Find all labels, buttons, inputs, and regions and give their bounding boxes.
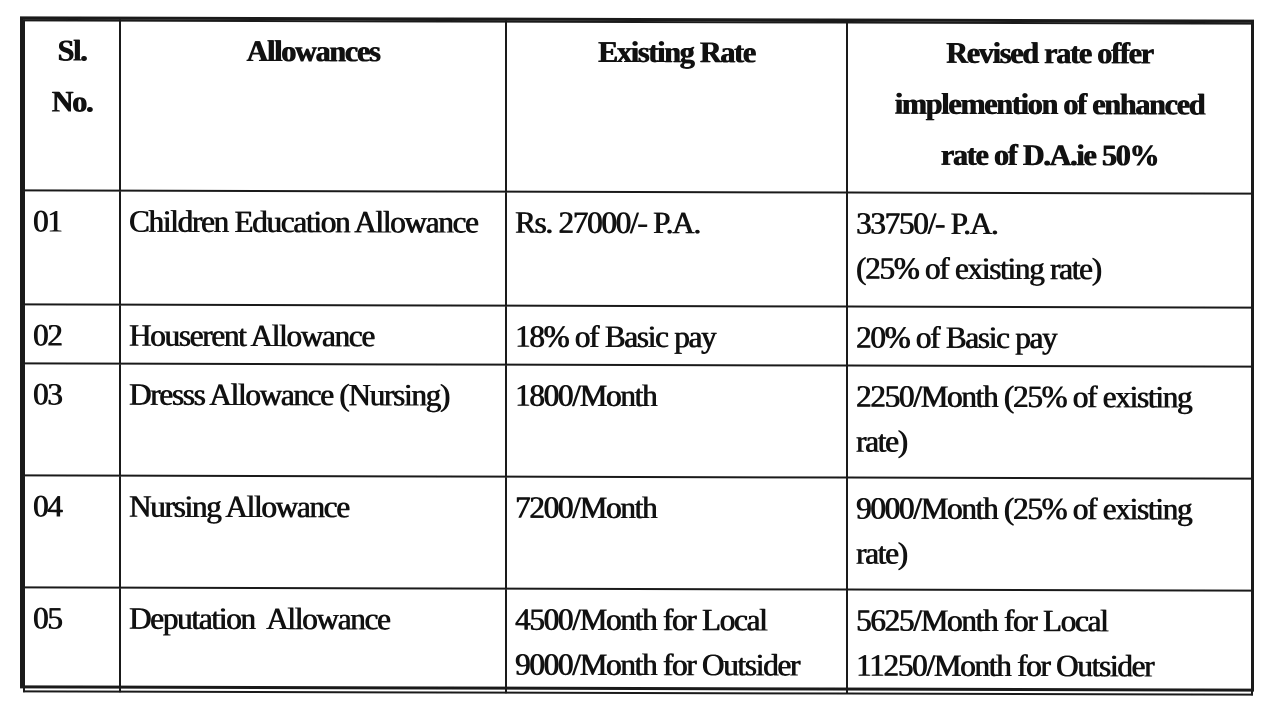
cell-sl-no: 05 — [24, 587, 120, 691]
cell-existing-rate: 4500/Month for Local 9000/Month for Outsider — [506, 589, 847, 694]
table-row — [24, 587, 1252, 694]
cell-allowance: Nursing Allowance — [120, 476, 506, 589]
cell-sl-no: 03 — [24, 363, 120, 475]
header-revised-rate: Revised rate offer implemention of enhanced rate of D.A.ie 50% — [847, 23, 1252, 194]
allowance-table-document — [20, 16, 1254, 691]
cell-revised-rate: 33750/- P.A. (25% of existing rate) — [847, 193, 1252, 308]
cell-allowance: Deputation Allowance — [120, 588, 506, 693]
table-row — [24, 304, 1252, 366]
cell-existing-rate: 1800/Month — [506, 365, 847, 478]
cell-existing-rate: Rs. 27000/- P.A. — [506, 192, 847, 307]
allowance-rates-table — [23, 19, 1253, 695]
cell-allowance: Children Education Allowance — [120, 191, 506, 306]
cell-revised-rate: 5625/Month for Local 11250/Month for Outsider — [847, 589, 1252, 694]
header-sl-no: Sl. No. — [24, 20, 120, 190]
header-existing-rate: Existing Rate — [506, 22, 847, 193]
table-row — [24, 363, 1252, 478]
cell-sl-no: 02 — [24, 304, 120, 363]
cell-allowance: Dresss Allowance (Nursing) — [120, 364, 506, 477]
table-header-row — [24, 20, 1252, 193]
header-allowances: Allowances — [120, 21, 506, 192]
cell-sl-no: 01 — [24, 190, 120, 304]
cell-revised-rate: 9000/Month (25% of existing rate) — [847, 477, 1252, 590]
cell-allowance: Houserent Allowance — [120, 305, 506, 365]
cell-revised-rate: 2250/Month (25% of existing rate) — [847, 365, 1252, 478]
cell-existing-rate: 18% of Basic pay — [506, 306, 847, 366]
table-row — [24, 475, 1252, 590]
cell-sl-no: 04 — [24, 475, 120, 587]
cell-revised-rate: 20% of Basic pay — [847, 307, 1252, 367]
cell-existing-rate: 7200/Month — [506, 477, 847, 590]
table-row — [24, 190, 1252, 307]
